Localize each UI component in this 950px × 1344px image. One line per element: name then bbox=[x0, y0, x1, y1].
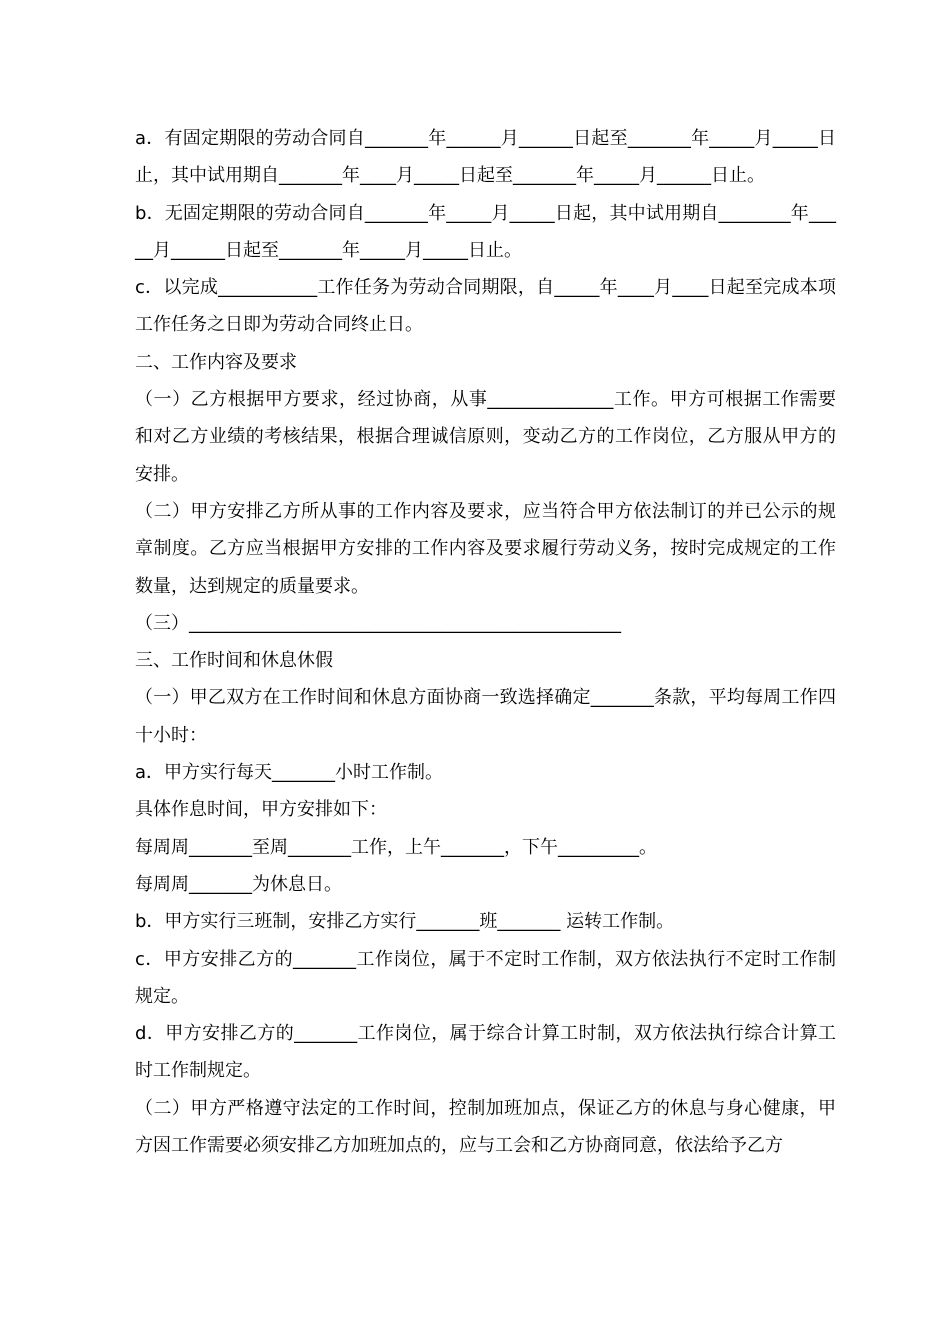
section-heading-work-content: 二、工作内容及要求 bbox=[135, 351, 297, 373]
document-body bbox=[116, 120, 836, 1164]
paragraph-overtime: （二）甲方严格遵守法定的工作时间，控制加班加点，保证乙方的休息与身心健康，甲方因工作需要必须安排乙方加班加点的，应与工会和乙方协商同意，依法给予乙方 bbox=[135, 1097, 836, 1157]
paragraph-rest-day: 每周周_______为休息日。 bbox=[135, 873, 342, 895]
paragraph-work-content-2: （二）甲方安排乙方所从事的工作内容及要求，应当符合甲方依法制订的并已公示的规章制度。乙方应当根据甲方安排的工作内容及要求履行劳动义务，按时完成规定的工作数量，达到规定的质量要求。 bbox=[135, 500, 836, 597]
paragraph-work-content-1: （一）乙方根据甲方要求，经过协商，从事______________工作。甲方可根据工作需要和对乙方业绩的考核结果，根据合理诚信原则，变动乙方的工作岗位，乙方服从甲方的安排。 bbox=[135, 389, 836, 485]
paragraph-comprehensive-hours: d．甲方安排乙方的_______工作岗位，属于综合计算工时制，双方依法执行综合计算工时工作制规定。 bbox=[135, 1023, 836, 1082]
paragraph-fixed-term-contract: a．有固定期限的劳动合同自_______年______月______日起至_______年_____月_____日止，其中试用期自_______年____月_____日起至_______年_____月______日止。 bbox=[135, 128, 836, 187]
paragraph-work-hours-1: （一）甲乙双方在工作时间和休息方面协商一致选择确定_______条款，平均每周工作四十小时： bbox=[135, 687, 836, 746]
paragraph-task-based-contract: c．以完成___________工作任务为劳动合同期限，自_____年____月____日起至完成本项工作任务之日即为劳动合同终止日。 bbox=[135, 277, 836, 336]
section-heading-work-hours: 三、工作时间和休息休假 bbox=[135, 650, 333, 672]
paragraph-daily-hours: a．甲方实行每天_______小时工作制。 bbox=[135, 762, 444, 784]
paragraph-open-term-contract: b．无固定期限的劳动合同自_______年_____月_____日起，其中试用期自________年_____月______日起至_______年_____月_____日止。 bbox=[135, 202, 836, 261]
paragraph-schedule-intro: 具体作息时间，甲方安排如下： bbox=[135, 799, 387, 821]
paragraph-work-content-3: （三）________________________________________________ bbox=[135, 612, 621, 634]
paragraph-weekly-schedule: 每周周_______至周_______工作，上午_______，下午_________。 bbox=[135, 836, 657, 858]
paragraph-three-shift: b．甲方实行三班制，安排乙方实行_______班_______ 运转工作制。 bbox=[135, 911, 675, 933]
paragraph-flexible-hours: c．甲方安排乙方的_______工作岗位，属于不定时工作制，双方依法执行不定时工作制规定。 bbox=[135, 948, 836, 1007]
